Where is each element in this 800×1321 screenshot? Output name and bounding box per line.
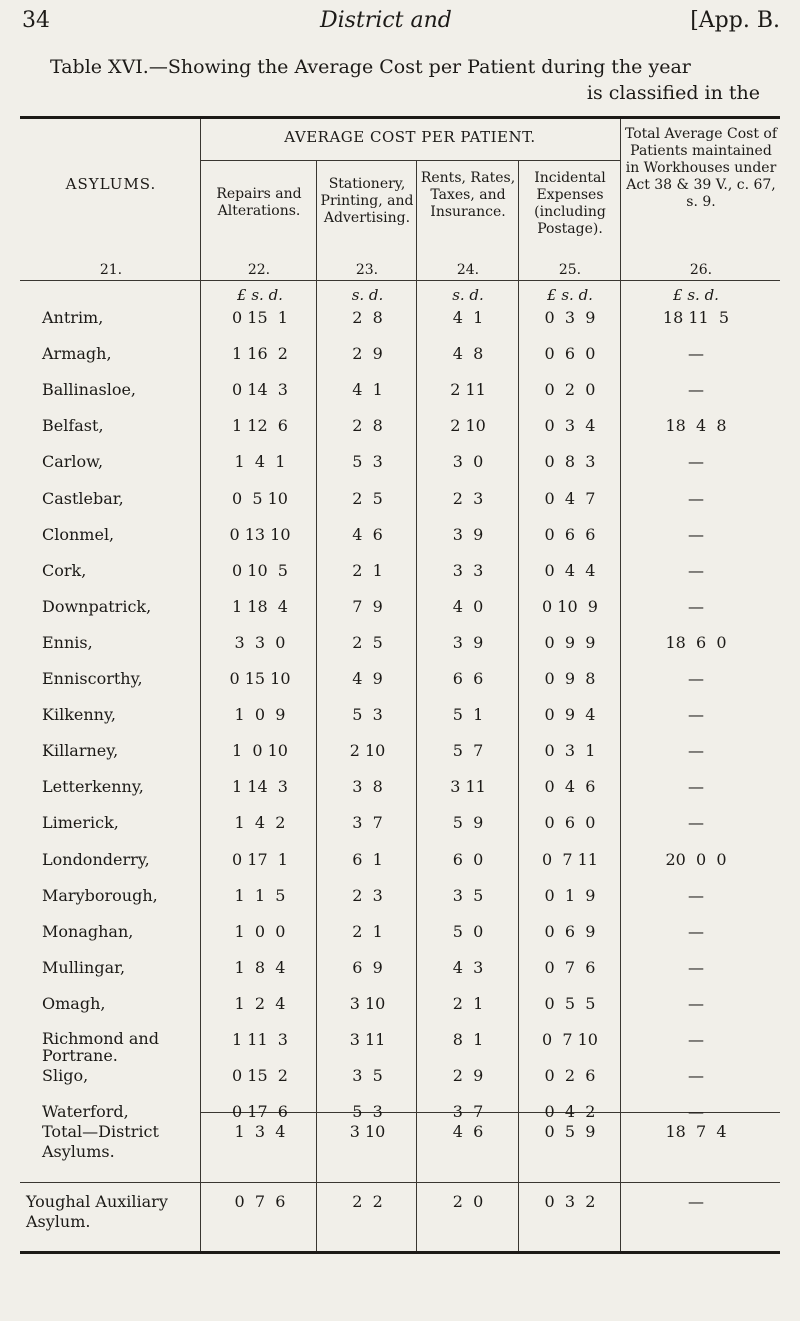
table-row [0, 669, 800, 705]
auxiliary-c22: 0 7 6 [234, 1192, 286, 1211]
unit-c26: £ s. d. [673, 286, 719, 304]
cell-incidental: 0 6 9 [544, 921, 596, 941]
cell-repairs: 1 14 3 [232, 777, 288, 797]
header-total-average: Total Average Cost of Patients maintained in Workhouses under Act 38 & 39 V., c. 67, s. 9. [624, 126, 778, 210]
cell-total-average: — [688, 669, 704, 688]
cell-total-average: 20 0 0 [665, 849, 727, 869]
asylum-name: Maryborough, [42, 885, 158, 905]
table-row [0, 741, 800, 777]
cell-total-average: — [688, 344, 704, 364]
cell-incidental: 0 9 9 [544, 632, 596, 652]
cell-rents: 4 1 [452, 308, 484, 327]
asylum-name: Downpatrick, [42, 596, 152, 616]
table-row [0, 597, 800, 633]
cell-rents: 2 3 [452, 488, 484, 508]
table-row [0, 416, 800, 452]
cell-total-average: 18 4 8 [665, 416, 727, 436]
total-c25: 0 5 9 [544, 1122, 596, 1141]
asylum-name: Monaghan, [42, 921, 134, 941]
running-header [20, 8, 780, 44]
cell-total-average: — [688, 524, 704, 544]
column-number-24: 24. [456, 262, 480, 278]
header-repairs: Repairs and Alterations. [216, 186, 302, 219]
cell-rents: 3 0 [452, 452, 484, 472]
cell-rents: 4 0 [452, 596, 484, 616]
cell-repairs: 1 2 4 [234, 993, 286, 1013]
cell-incidental: 0 9 4 [544, 705, 596, 725]
auxiliary-row [0, 1192, 800, 1231]
cell-incidental: 0 7 10 [542, 1030, 598, 1049]
page-number: 34 [22, 8, 50, 33]
auxiliary-row-name: Youghal Auxiliary Asylum. [26, 1192, 168, 1231]
cell-incidental: 0 3 1 [544, 741, 596, 761]
cell-rents: 3 5 [452, 885, 484, 905]
cell-rents: 2 11 [450, 380, 486, 400]
table-row [0, 850, 800, 886]
table-row [0, 633, 800, 669]
total-row-name: Total—District Asylums. [42, 1122, 159, 1161]
column-number-23: 23. [355, 262, 379, 278]
asylum-name: Enniscorthy, [42, 669, 143, 688]
cell-total-average: 18 6 0 [665, 632, 727, 652]
cell-total-average: — [688, 705, 704, 725]
cell-repairs: 1 12 6 [232, 416, 288, 436]
cell-rents: 3 9 [452, 524, 484, 544]
table-row [0, 380, 800, 416]
cell-incidental: 0 4 2 [544, 1102, 596, 1122]
asylum-name: Castlebar, [42, 488, 124, 508]
cell-incidental: 0 4 6 [544, 777, 596, 797]
cell-rents: 6 0 [452, 849, 484, 869]
total-c23: 3 10 [349, 1122, 386, 1141]
cell-repairs: 0 5 10 [232, 488, 288, 508]
table-row [0, 1066, 800, 1102]
cell-total-average: — [688, 1102, 704, 1122]
cell-incidental: 0 7 11 [542, 849, 598, 869]
cell-stationery: 4 1 [352, 380, 383, 400]
cell-repairs: 0 15 10 [229, 669, 291, 688]
cell-rents: 3 9 [452, 632, 484, 652]
cell-total-average: — [688, 921, 704, 941]
asylum-name: Cork, [42, 560, 87, 580]
cell-total-average: — [688, 560, 704, 580]
cell-total-average: — [688, 957, 704, 977]
cell-rents: 8 1 [452, 1030, 484, 1049]
column-number-22: 22. [247, 262, 271, 278]
cell-stationery: 2 3 [352, 885, 383, 905]
column-number-26: 26. [689, 262, 713, 278]
appendix-label: [App. B. [690, 8, 780, 33]
cell-repairs: 1 18 4 [232, 596, 288, 616]
unit-c22: £ s. d. [237, 286, 283, 304]
top-rule [20, 116, 780, 119]
cell-stationery: 3 7 [352, 813, 383, 833]
asylum-name: Carlow, [42, 452, 104, 472]
cell-repairs: 1 4 2 [234, 813, 286, 833]
cell-incidental: 0 6 0 [544, 344, 596, 364]
cell-rents: 2 10 [450, 416, 486, 436]
asylum-name: Londonderry, [42, 849, 150, 869]
cell-stationery: 4 9 [352, 669, 383, 688]
table-row [0, 344, 800, 380]
asylum-name: Sligo, [42, 1066, 89, 1086]
cell-incidental: 0 4 7 [544, 488, 596, 508]
table-row [0, 1030, 800, 1066]
table-row [0, 525, 800, 561]
cell-incidental: 0 2 0 [544, 380, 596, 400]
asylums-header: ASYLUMS. [65, 175, 157, 193]
cell-stationery: 2 8 [352, 416, 383, 436]
asylum-name: Clonmel, [42, 524, 115, 544]
cell-repairs: 1 16 2 [232, 344, 288, 364]
average-cost-header: AVERAGE COST PER PATIENT. [284, 128, 536, 146]
cell-rents: 3 3 [452, 560, 484, 580]
table-row [0, 994, 800, 1030]
table-caption: Table XVI.—Showing the Average Cost per Patient during the year [50, 56, 691, 78]
cell-stationery: 6 1 [352, 849, 383, 869]
unit-c25: £ s. d. [547, 286, 593, 304]
cell-incidental: 0 4 4 [544, 560, 596, 580]
cell-rents: 4 8 [452, 344, 484, 364]
cell-stationery: 4 6 [352, 524, 383, 544]
cell-incidental: 0 9 8 [544, 669, 596, 688]
cell-rents: 3 11 [450, 777, 486, 797]
cell-stationery: 2 1 [352, 921, 383, 941]
table-row [0, 922, 800, 958]
cell-repairs: 1 1 5 [234, 885, 286, 905]
cell-repairs: 3 3 0 [234, 632, 286, 652]
total-c24: 4 6 [452, 1122, 484, 1141]
auxiliary-c26: — [688, 1192, 704, 1211]
cell-stationery: 3 8 [352, 777, 383, 797]
cell-total-average: — [688, 885, 704, 905]
cell-repairs: 0 17 1 [232, 849, 288, 869]
auxiliary-c25: 0 3 2 [544, 1192, 596, 1211]
cell-repairs: 0 15 1 [232, 308, 288, 327]
cell-stationery: 3 5 [352, 1066, 383, 1086]
asylum-name: Richmond and Portrane. [42, 1029, 159, 1065]
cell-stationery: 5 3 [352, 452, 383, 472]
cell-stationery: 5 3 [352, 1102, 383, 1122]
table-row [0, 886, 800, 922]
cell-rents: 5 9 [452, 813, 484, 833]
cell-stationery: 3 11 [349, 1030, 386, 1049]
asylum-name: Omagh, [42, 993, 106, 1013]
cell-stationery: 5 3 [352, 705, 383, 725]
cell-stationery: 2 5 [352, 488, 383, 508]
unit-c24: s. d. [452, 286, 484, 304]
cell-incidental: 0 1 9 [544, 885, 596, 905]
cell-stationery: 7 9 [352, 596, 383, 616]
table-row [0, 777, 800, 813]
cell-total-average: — [688, 741, 704, 761]
cell-repairs: 1 0 10 [232, 741, 288, 761]
cell-repairs: 0 14 3 [232, 380, 288, 400]
table-row [0, 489, 800, 525]
cell-rents: 2 1 [452, 993, 484, 1013]
cell-incidental: 0 7 6 [544, 957, 596, 977]
auxiliary-c23: 2 2 [352, 1192, 383, 1211]
unit-c23: s. d. [351, 286, 384, 304]
auxiliary-c24: 2 0 [452, 1192, 484, 1211]
cell-rents: 5 0 [452, 921, 484, 941]
asylum-name: Belfast, [42, 416, 104, 436]
cell-incidental: 0 8 3 [544, 452, 596, 472]
header-incidental: Incidental Expenses (including Postage). [534, 170, 606, 237]
total-c22: 1 3 4 [234, 1122, 286, 1141]
table-row [0, 705, 800, 741]
cell-repairs: 1 8 4 [234, 957, 286, 977]
asylum-name: Letterkenny, [42, 777, 144, 797]
cell-repairs: 1 11 3 [232, 1030, 288, 1049]
cell-repairs: 1 0 0 [234, 921, 286, 941]
asylum-name: Ballinasloe, [42, 380, 137, 400]
cell-incidental: 0 6 6 [544, 524, 596, 544]
cell-incidental: 0 6 0 [544, 813, 596, 833]
table-row [0, 813, 800, 849]
bottom-rule [20, 1251, 780, 1254]
cell-incidental: 0 3 4 [544, 416, 596, 436]
cell-rents: 5 7 [452, 741, 484, 761]
cell-total-average: — [688, 596, 704, 616]
cell-total-average: — [688, 488, 704, 508]
header-stationery: Stationery, Printing, and Advertising. [320, 176, 414, 226]
cell-total-average: — [688, 452, 704, 472]
cell-total-average: — [688, 813, 704, 833]
total-row [0, 1122, 800, 1161]
total-c26: 18 7 4 [665, 1122, 727, 1141]
header-rents: Rents, Rates, Taxes, and Insurance. [420, 170, 516, 220]
asylum-name: Kilkenny, [42, 705, 116, 725]
asylum-name: Waterford, [42, 1102, 129, 1122]
table-row [0, 561, 800, 597]
cell-rents: 3 7 [452, 1102, 484, 1122]
asylum-name: Armagh, [42, 344, 112, 364]
table-row [0, 308, 800, 344]
running-title: District and [320, 8, 452, 33]
cell-stationery: 2 10 [349, 741, 386, 761]
cell-incidental: 0 5 5 [544, 993, 596, 1013]
cell-total-average: — [688, 993, 704, 1013]
asylum-name: Antrim, [42, 308, 104, 327]
cell-total-average: — [688, 777, 704, 797]
cell-rents: 2 9 [452, 1066, 484, 1086]
asylum-name: Ennis, [42, 632, 93, 652]
cell-stationery: 2 5 [352, 632, 383, 652]
cell-repairs: 1 0 9 [234, 705, 286, 725]
asylum-name: Mullingar, [42, 957, 126, 977]
column-number-25: 25. [558, 262, 582, 278]
cell-total-average: — [688, 1030, 704, 1049]
table-row [0, 958, 800, 994]
cell-repairs: 0 17 6 [232, 1102, 288, 1122]
cell-incidental: 0 3 9 [544, 308, 596, 327]
asylum-name: Killarney, [42, 741, 119, 761]
cell-rents: 4 3 [452, 957, 484, 977]
cell-total-average: — [688, 1066, 704, 1086]
cell-rents: 6 6 [452, 669, 484, 688]
cell-stationery: 2 1 [352, 560, 383, 580]
cell-total-average: — [688, 380, 704, 400]
cell-incidental: 0 10 9 [542, 596, 598, 616]
table-caption-continued: is classified in the [586, 82, 760, 104]
cell-repairs: 0 10 5 [232, 560, 288, 580]
cell-rents: 5 1 [452, 705, 484, 725]
cell-total-average: 18 11 5 [662, 308, 730, 327]
cell-repairs: 0 13 10 [229, 524, 291, 544]
cell-incidental: 0 2 6 [544, 1066, 596, 1086]
cell-repairs: 1 4 1 [234, 452, 286, 472]
cell-stationery: 2 8 [352, 308, 383, 327]
cell-stationery: 6 9 [352, 957, 383, 977]
cell-stationery: 3 10 [349, 993, 386, 1013]
cell-stationery: 2 9 [352, 344, 383, 364]
cell-repairs: 0 15 2 [232, 1066, 288, 1086]
column-number-21: 21. [99, 262, 123, 278]
table-row [0, 452, 800, 488]
asylum-name: Limerick, [42, 813, 119, 833]
